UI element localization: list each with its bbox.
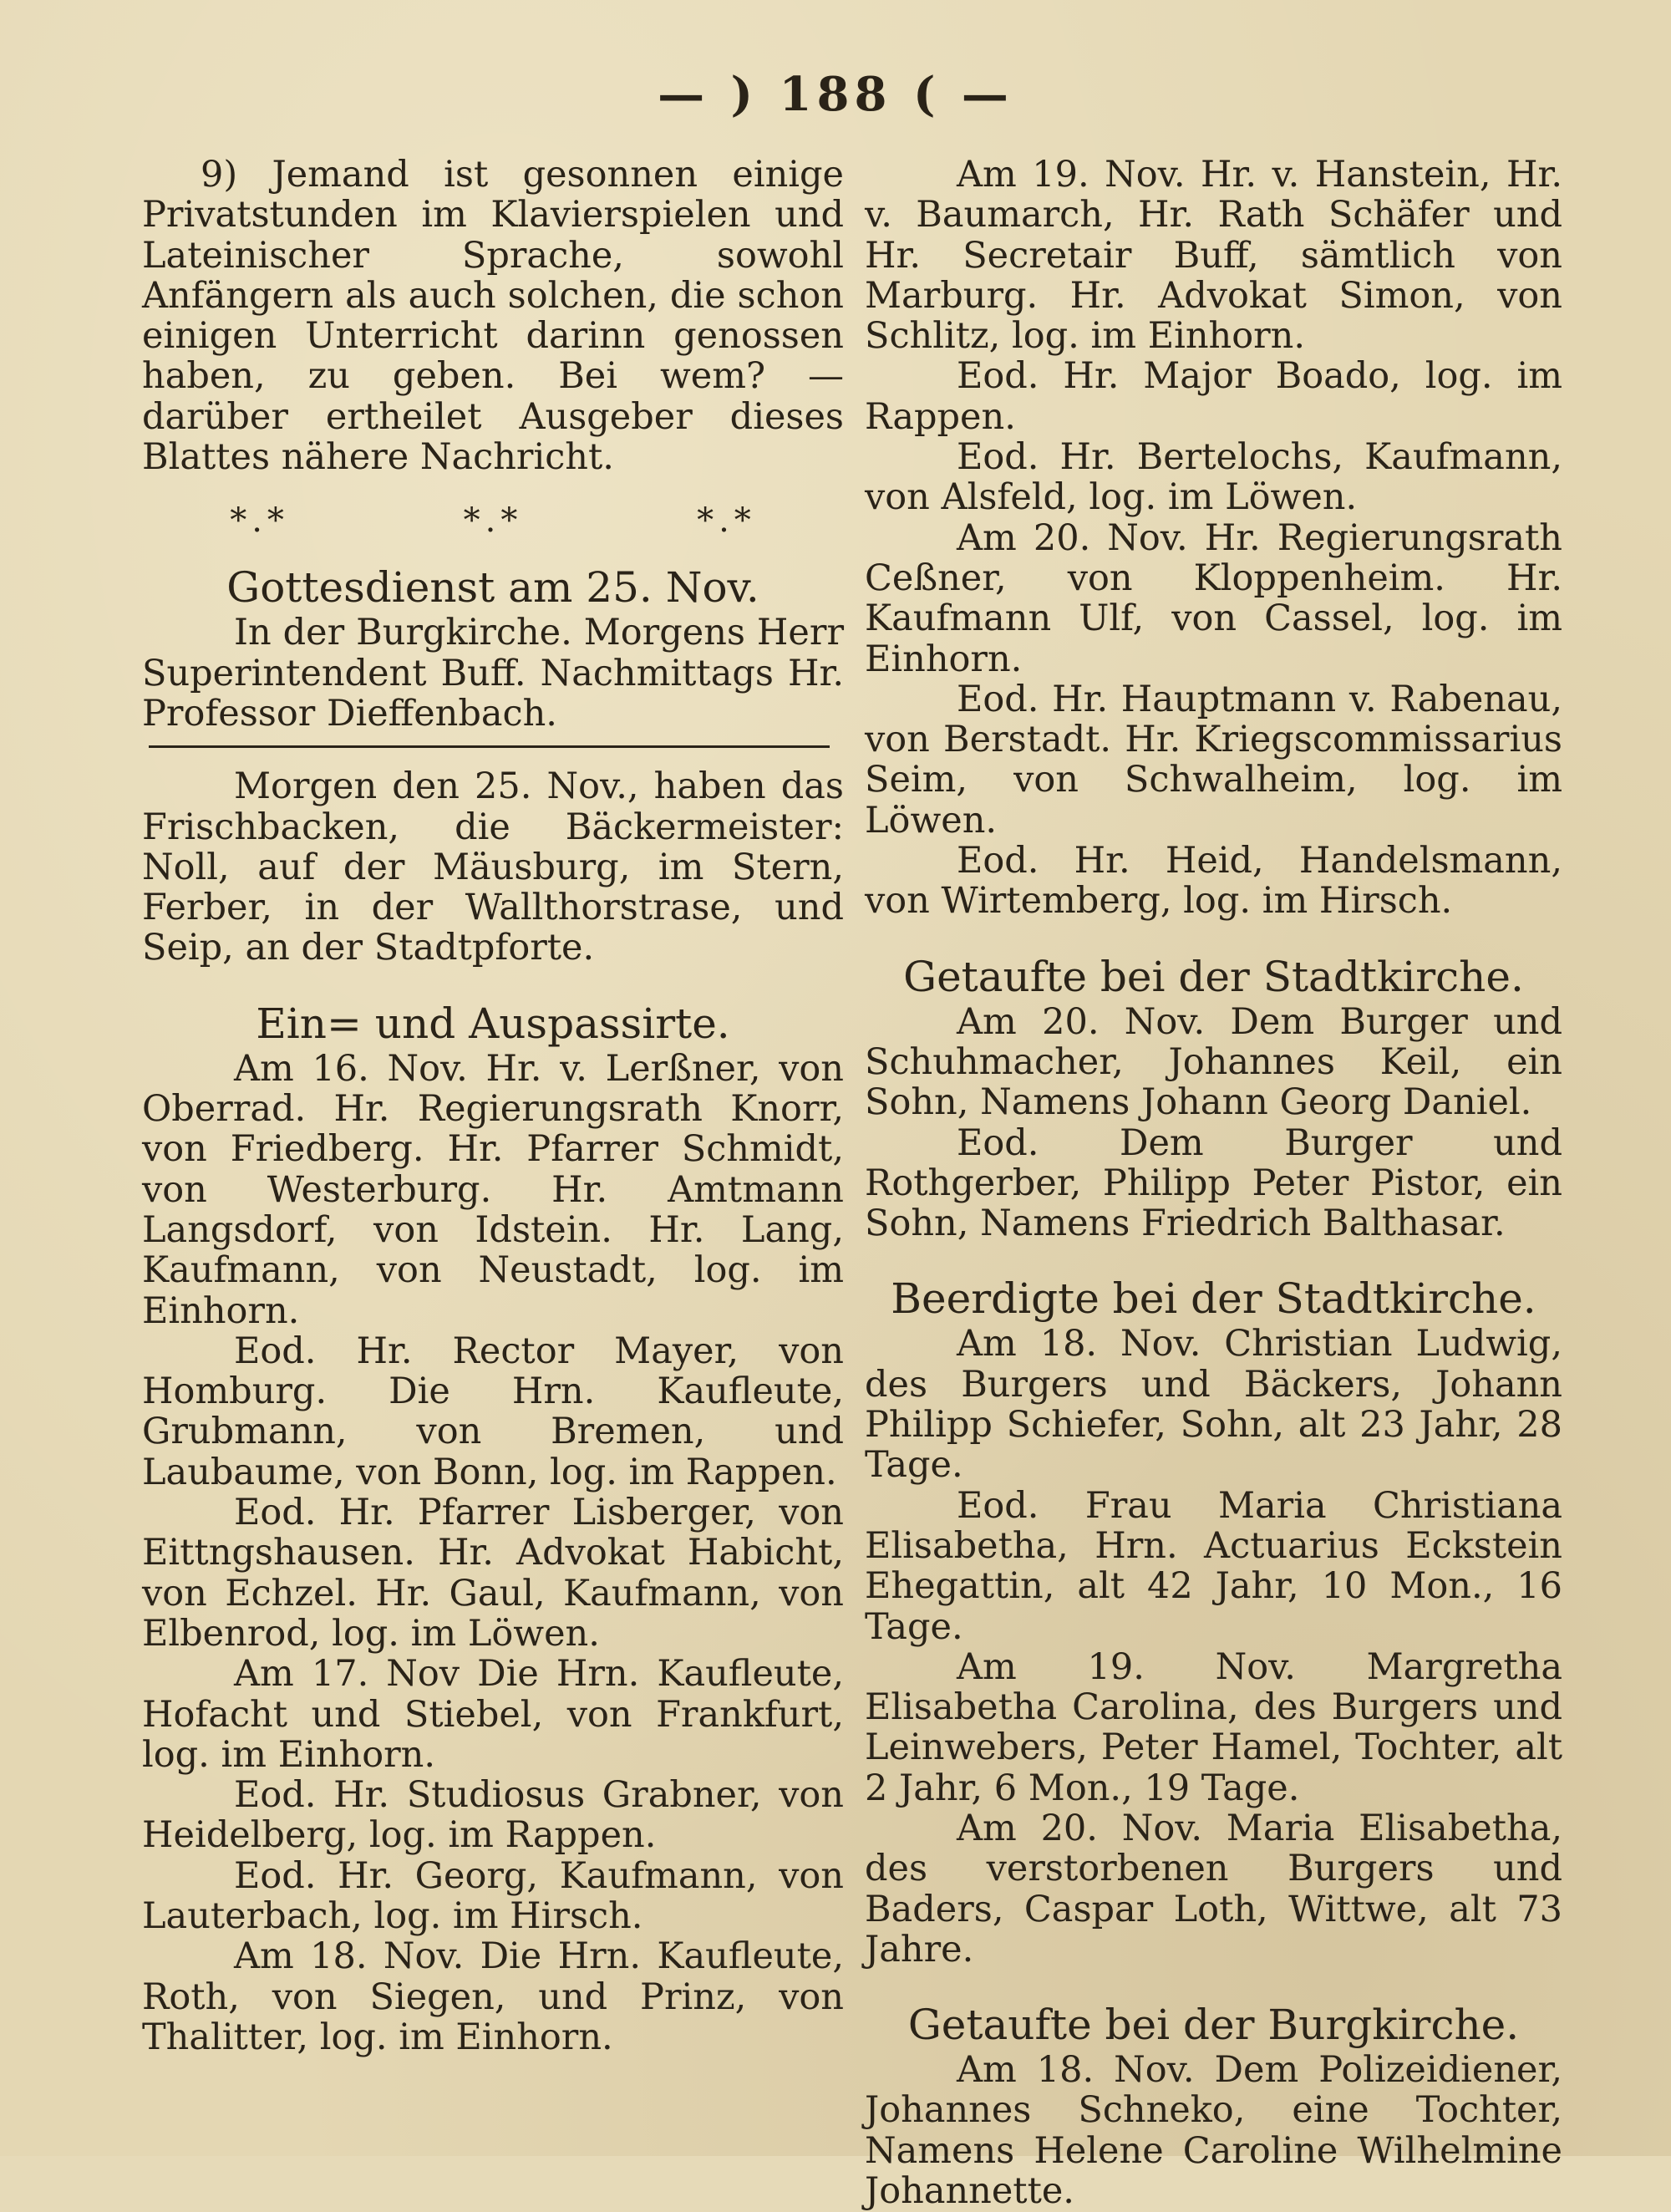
- traveller-entry: Eod. Hr. Studiosus Grabner, von Heidelberg, log. im Rappen.: [142, 1774, 844, 1857]
- traveller-entry: Eod. Hr. Major Boado, log. im Rappen.: [865, 355, 1562, 438]
- left-column: [142, 155, 844, 2057]
- star-ornament-3: *.*: [697, 501, 756, 541]
- traveller-entry: Eod. Hr. Rector Mayer, von Homburg. Die Hrn. Kaufleute, Grubmann, von Bremen, und Laubaume, von Bonn, log. im Rappen.: [142, 1330, 844, 1493]
- burial-entry: Am 18. Nov. Christian Ludwig, des Burgers und Bäckers, Johann Philipp Schiefer, Sohn, alt 23 Jahr, 28 Tage.: [865, 1323, 1562, 1487]
- section-divider-rule: [149, 745, 830, 748]
- burial-entry: Am 20. Nov. Maria Elisabetha, des verstorbenen Burgers und Baders, Caspar Loth, Wittwe, alt 73 Jahre.: [865, 1807, 1562, 1970]
- star-ornament: [142, 481, 844, 561]
- traveller-entry: Eod. Hr. Bertelochs, Kaufmann, von Alsfeld, log. im Löwen.: [865, 436, 1562, 519]
- heading-buried-city-church: Beerdigte bei der Stadtkirche.: [891, 1274, 1536, 1324]
- traveller-entry: Am 19. Nov. Hr. v. Hanstein, Hr. v. Baumarch, Hr. Rath Schäfer und Hr. Secretair Buff, sämtlich von Marburg. Hr. Advokat Simon, von Schlitz, log. im Einhorn.: [865, 154, 1562, 358]
- heading-church-service: Gottesdienst am 25. Nov.: [226, 563, 759, 613]
- page-number-header: — ) 188 ( —: [658, 67, 1013, 122]
- bakers-notice: Morgen den 25. Nov., haben das Frischbacken, die Bäckermeister: Noll, auf der Mäusburg, im Stern, Ferber, in der Wallthorstrase, und Seip, an der Stadtpforte.: [142, 765, 844, 969]
- traveller-entry: Am 20. Nov. Hr. Regierungsrath Ceßner, von Kloppenheim. Hr. Kaufmann Ulf, von Cassel, log. im Einhorn.: [865, 516, 1562, 680]
- heading-baptized-castle-church: Getaufte bei der Burgkirche.: [907, 2001, 1520, 2050]
- church-service-text: In der Burgkirche. Morgens Herr Superintendent Buff. Nachmittags Hr. Professor Dieffenbach.: [142, 612, 844, 735]
- traveller-entry: Am 17. Nov Die Hrn. Kaufleute, Hofacht und Stiebel, von Frankfurt, log. im Einhorn.: [142, 1653, 844, 1776]
- right-column: [865, 155, 1562, 2211]
- baptism-entry: Am 18. Nov. Dem Polizeidiener, Johannes Schneko, eine Tochter, Namens Helene Caroline Wilhelmine Johannette.: [865, 2049, 1562, 2212]
- heading-baptized-city-church: Getaufte bei der Stadtkirche.: [903, 952, 1524, 1001]
- heading-travellers: Ein= und Auspassirte.: [256, 999, 730, 1048]
- star-ornament-2: *.*: [463, 501, 523, 541]
- notice-private-lessons: 9) Jemand ist gesonnen einige Privatstunden im Klavierspielen und Lateinischer Sprache, sowohl Anfängern als auch solchen, die schon einigen Unterricht darinn genossen haben, zu geben. Bei wem? — darüber ertheilet Ausgeber dieses Blattes nähere Nachricht.: [142, 154, 844, 479]
- burial-entry: Am 19. Nov. Margretha Elisabetha Carolina, des Burgers und Leinwebers, Peter Hamel, Tochter, alt 2 Jahr, 6 Mon., 19 Tage.: [865, 1645, 1562, 1809]
- traveller-entry: Eod. Hr. Pfarrer Lisberger, von Eittngshausen. Hr. Advokat Habicht, von Echzel. Hr. Gaul, Kaufmann, von Elbenrod, log. im Löwen.: [142, 1492, 844, 1655]
- star-ornament-1: *.*: [230, 501, 289, 541]
- traveller-entry: Eod. Hr. Georg, Kaufmann, von Lauterbach, log. im Hirsch.: [142, 1854, 844, 1937]
- traveller-entry: Am 16. Nov. Hr. v. Lerßner, von Oberrad. Hr. Regierungsrath Knorr, von Friedberg. Hr. Pfarrer Schmidt, von Westerburg. Hr. Amtmann Langsdorf, von Idstein. Hr. Lang, Kaufmann, von Neustadt, log. im Einhorn.: [142, 1047, 844, 1332]
- burial-entry: Eod. Frau Maria Christiana Elisabetha, Hrn. Actuarius Eckstein Ehegattin, alt 42 Jahr, 10 Mon., 16 Tage.: [865, 1484, 1562, 1648]
- traveller-entry: Eod. Hr. Hauptmann v. Rabenau, von Berstadt. Hr. Kriegscommissarius Seim, von Schwalheim, log. im Löwen.: [865, 678, 1562, 842]
- baptism-entry: Eod. Dem Burger und Rothgerber, Philipp Peter Pistor, ein Sohn, Namens Friedrich Balthasar.: [865, 1121, 1562, 1245]
- traveller-entry: Am 18. Nov. Die Hrn. Kaufleute, Roth, von Siegen, und Prinz, von Thalitter, log. im Einhorn.: [142, 1935, 844, 2058]
- traveller-entry: Eod. Hr. Heid, Handelsmann, von Wirtemberg, log. im Hirsch.: [865, 840, 1562, 923]
- baptism-entry: Am 20. Nov. Dem Burger und Schuhmacher, Johannes Keil, ein Sohn, Namens Johann Georg Daniel.: [865, 1000, 1562, 1124]
